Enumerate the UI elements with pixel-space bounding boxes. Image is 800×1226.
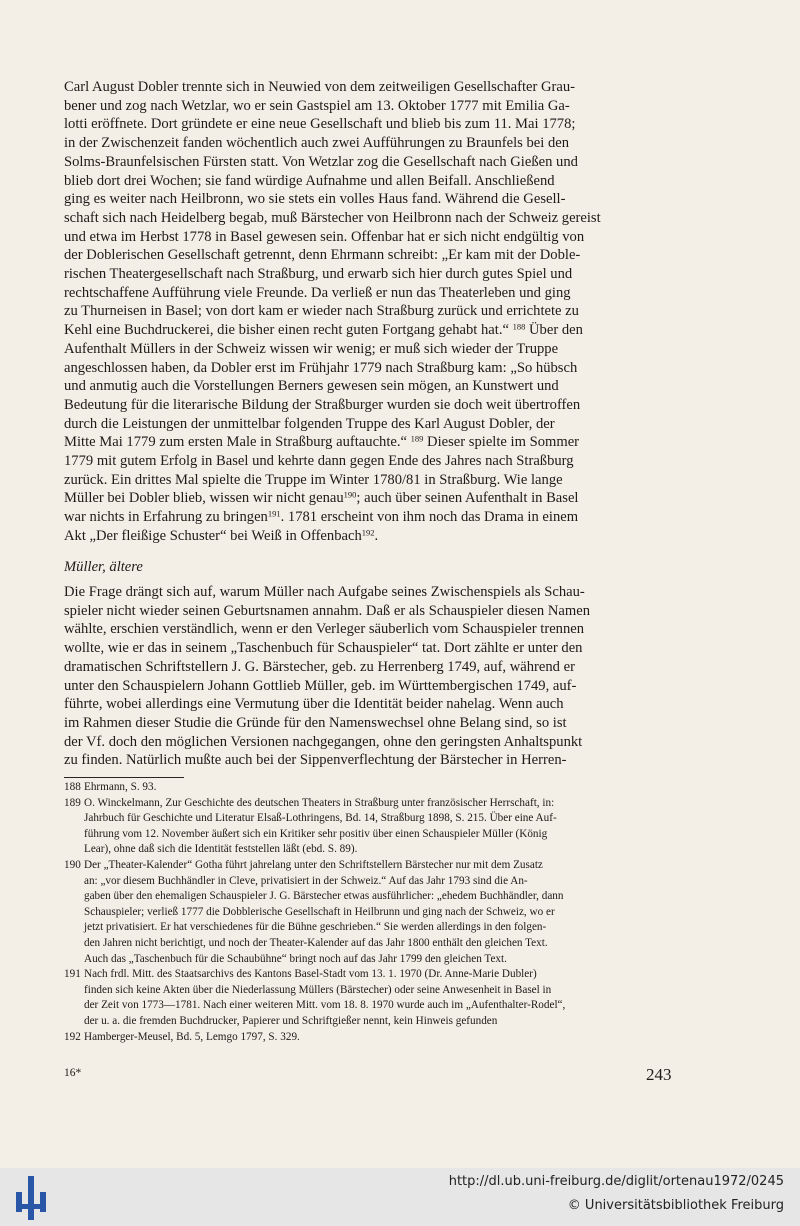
text-line: den Jahren nicht berichtigt, und noch der Theater-Kalender auf das Jahr 1800 enthält den gleichen Text. [84,936,548,949]
text-line: der u. a. die fremden Buchdrucker, Papierer und Schriftgießer nennt, kein Hinweis gefunden [84,1014,498,1027]
text-line: spieler nicht wieder seinen Geburtsnamen annahm. Daß er als Schauspieler diesen Namen [64,602,591,619]
text-line: rischen Theatergesellschaft nach Straßburg, und erwarb sich hier durch gutes Spiel und [64,266,573,283]
body-paragraph-2 [64,583,678,770]
signature-mark: 16* [64,1067,82,1079]
footnote-ref: 191 [267,508,281,519]
footnote-ref: 192 [361,527,375,538]
text-line: führte, wobei allerdings eine Vermutung über die Identität beider nahelag. Wenn auch [64,696,564,713]
text-line: durch die Leistungen der unmittelbar folgenden Truppe des Karl August Dobler, der [64,415,555,432]
footnote-number: 188 [64,781,81,793]
text-line: 1779 mit gutem Erfolg in Basel und kehrte dann gegen Ende des Jahres nach Straßburg [64,453,574,470]
footnote-number: 190 [64,858,81,871]
text-line: Der „Theater-Kalender“ Gotha führt jahrelang unter den Schriftstellern Bärstecher nur mit dem Zusatz [84,858,543,871]
text-line: bener und zog nach Wetzlar, wo er sein Gastspiel am 13. Oktober 1777 mit Emilia Ga- [64,97,570,114]
text-line: gaben über den ehemaligen Schauspieler J. G. Bärstecher etwas ausführlicher: „ehedem Buchhändler, dann [84,890,564,903]
text-line: rechtschaffene Aufführung viele Freunde. Da verließ er nun das Theaterleben und ging [64,284,571,301]
footnote-ref: 189 [410,433,424,444]
text-line: O. Winckelmann, Zur Geschichte des deutschen Theaters in Straßburg unter französischer Herrschaft, in: [84,796,555,809]
text-line: Bedeutung für die literarische Bildung der Straßburger wurden sie doch weit übertroffen [64,396,581,413]
footnote-text [84,967,678,1029]
footnote [64,796,678,858]
footnote [64,1030,678,1046]
text-line: Aufenthalt Müllers in der Schweiz wissen wir wenig; er muß sich wieder der Truppe [64,340,559,357]
viewer-footer [0,1168,800,1226]
copyright-text: © Universitätsbibliothek Freiburg [567,1198,784,1213]
footnote [64,780,678,796]
text-line: unter den Schauspielern Johann Gottlieb Müller, geb. im Württembergischen 1749, auf- [64,677,577,694]
text-line: der Vf. doch den möglichen Versionen nachgegangen, ohne den geringsten Anhaltspunkt [64,733,583,750]
body-paragraph-1 [64,78,678,546]
text-line: in der Zwischenzeit fanden wöchentlich auch zwei Aufführungen zu Braunfels bei den [64,135,570,152]
footnote-text [84,1030,678,1046]
text-line: Ehrmann, S. 93. [84,781,157,793]
section-heading: Müller, ältere [64,559,143,575]
text-line: führung vom 12. November äußert sich ein Kritiker sehr positiv über einen Schauspieler Müller (König [84,827,548,840]
text-line: blieb dort drei Wochen; sie fand würdige Aufnahme und allen Beifall. Anschließend [64,172,555,189]
text-line: an: „vor diesem Buchhändler in Cleve, privatisiert in der Schweiz.“ Auf das Jahr 1793 sind die An- [84,874,528,887]
text-line: Hamberger-Meusel, Bd. 5, Lemgo 1797, S. 329. [84,1030,300,1043]
text-line: ging es weiter nach Heilbronn, wo sie stets ein volles Haus fand. Während die Gesell- [64,191,566,208]
text-line: wollte, wie er das in seinem „Taschenbuch für Schauspieler“ tat. Dort zählte er unter den [64,640,583,657]
footnote-rule [64,777,184,778]
text-line: im Rahmen dieser Studie die Gründe für den Namenswechsel ohne Belang sind, so ist [64,714,567,731]
footnote-number: 189 [64,796,81,809]
text-line: dramatischen Schriftstellern J. G. Bärstecher, geb. zu Herrenberg 1749, auf, während er [64,658,575,675]
permalink-link[interactable]: http://dl.ub.uni-freiburg.de/diglit/ortenau1972/0245 [448,1174,784,1189]
footnote-number: 191 [64,968,81,981]
footnote-ref: 190 [343,489,357,500]
text-line: der Zeit von 1773—1781. Nach einer weiteren Mitt. vom 18. 8. 1970 wurde auch im „Aufenthalter-Rodel“, [84,999,566,1012]
text-line: zu Thurneisen in Basel; von dort kam er wieder nach Straßburg zurück und errichtete zu [64,303,579,320]
text-line: Nach frdl. Mitt. des Staatsarchivs des Kantons Basel-Stadt vom 13. 1. 1970 (Dr. Anne-Marie Dubler) [84,968,537,981]
text-line: der Doblerischen Gesellschaft getrennt, denn Ehrmann schreibt: „Er kam mit der Doble- [64,247,581,264]
footnote-ref: 188 [512,321,526,332]
footnotes [64,780,678,1045]
footnote-text [84,858,678,967]
text-line: zu finden. Natürlich mußte auch bei der Sippenverflechtung der Bärstecher in Herren- [64,752,567,769]
text-line: und etwa im Herbst 1778 in Basel gewesen sein. Offenbar hat er sich nicht endgültig von [64,228,585,245]
footnote-number: 192 [64,1030,81,1043]
text-line: Mitte Mai 1779 zum ersten Male in Straßburg auftauchte.“ $^{189}$ Dieser spielte im Sommer [64,433,580,451]
text-line: lotti eröffnete. Dort gründete er eine neue Gesellschaft und blieb bis zum 11. Mai 1778; [64,116,576,133]
text-line: Kehl eine Buchdruckerei, die bisher einen recht guten Fortgang gehabt hat.“ $^{188}$ Über den [64,321,583,339]
page-number: 243 [646,1065,672,1084]
text-line: angeschlossen haben, da Dobler erst im Frühjahr 1779 nach Straßburg kam: „So hübsch [64,359,578,376]
text-line: Lear), ohne daß sich die Identität feststellen läßt (ebd. S. 89). [84,843,358,856]
footnote-text [84,780,678,796]
footnote-text [84,796,678,858]
text-line: und anmutig auch die Vorstellungen Berners gewesen sein mögen, an Kunstwert und [64,378,559,395]
text-line: Solms-Braunfelsischen Fürsten statt. Von Wetzlar zog die Gesellschaft nach Gießen und [64,153,578,170]
footnote [64,967,678,1029]
footnote [64,858,678,967]
text-line: zurück. Ein drittes Mal spielte die Truppe im Winter 1780/81 in Straßburg. Wie lange [64,471,563,488]
text-line: war nichts in Erfahrung zu bringen$^{191}$. 1781 erscheint von ihm noch das Drama in einem [64,508,579,526]
text-line: Carl August Dobler trennte sich in Neuwied von dem zeitweiligen Gesellschafter Grau- [64,79,576,95]
text-line: Jahrbuch für Geschichte und Literatur Elsaß-Lothringens, Bd. 14, Straßburg 1898, S. 215. Über eine Auf- [84,812,557,825]
text-line: Die Frage drängt sich auf, warum Müller nach Aufgabe seines Zwischenspiels als Schau- [64,584,585,600]
text-line: finden sich keine Akten über die Niederlassung Müllers (Bärstecher) oder seine Anwesenheit in Basel in [84,983,552,996]
text-line: Akt „Der fleißige Schuster“ bei Weiß in Offenbach$^{192}$. [64,527,379,544]
text-line: schaft sich nach Heidelberg begab, muß Bärstecher von Heilbronn nach der Schweiz gereist [64,209,601,226]
university-logo-icon [14,1176,48,1220]
text-line: jetzt privatisiert. Er hat verschiedenes für die Bühne geschrieben.“ Sie werden allerdings in den folgen- [84,921,547,934]
text-line: Müller bei Dobler blieb, wissen wir nicht genau$^{190}$; auch über seinen Aufenthalt in Basel [64,489,579,507]
text-line: Schauspieler; verließ 1777 die Dobblerische Gesellschaft in Heilbrunn und ging nach der Schweiz, wo er [84,905,555,918]
text-line: Auch das „Taschenbuch für die Schaubühne“ bringt noch auf das Jahr 1799 den gleichen Text. [84,952,507,965]
text-line: wählte, erschien verständlich, wenn er den Verleger säuberlich vom Schauspieler trennen [64,621,585,638]
